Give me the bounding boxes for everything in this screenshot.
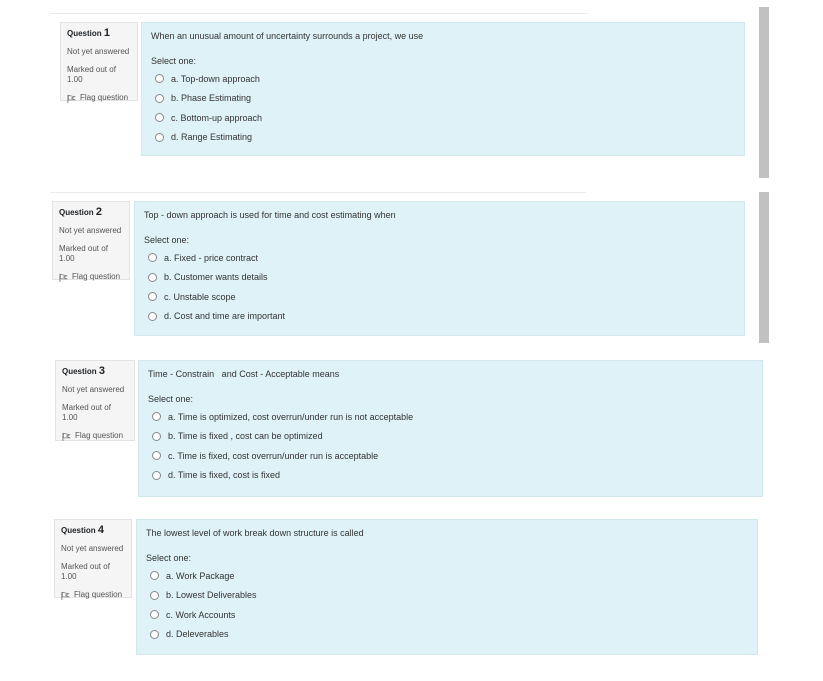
question-state: Not yet answered (67, 47, 130, 56)
question-grade: Marked out of 1.00 (61, 562, 110, 581)
flag-question-link[interactable] (62, 431, 128, 441)
answer-label: c. Time is fixed, cost overrun/under run is acceptable (168, 450, 379, 461)
answer-label: c. Unstable scope (164, 291, 236, 302)
question-content (136, 519, 758, 655)
flag-question-label: Flag question (75, 431, 124, 440)
answer-option-c[interactable] (146, 605, 748, 625)
radio-button-icon[interactable] (150, 610, 159, 619)
answer-option-c[interactable] (151, 108, 735, 128)
answer-label: c. Bottom-up approach (171, 112, 263, 123)
answer-option-d[interactable] (146, 625, 748, 645)
answer-label: b. Customer wants details (164, 272, 268, 283)
question-content (134, 201, 745, 336)
radio-button-icon[interactable] (152, 412, 161, 421)
answer-option-d[interactable] (148, 466, 753, 486)
answer-label: b. Time is fixed , cost can be optimized (168, 431, 323, 442)
flag-question-label: Flag question (80, 93, 129, 102)
question-info (55, 360, 135, 441)
flag-icon (62, 432, 71, 441)
question-label: Question (61, 526, 96, 535)
radio-button-icon[interactable] (150, 630, 159, 639)
answer-option-b[interactable] (151, 89, 735, 109)
answer-option-c[interactable] (148, 446, 753, 466)
answer-option-b[interactable] (144, 268, 735, 288)
answer-label: d. Cost and time are important (164, 311, 286, 322)
question-number (59, 207, 123, 218)
question-info (54, 519, 132, 598)
radio-button-icon[interactable] (155, 133, 164, 142)
scrollbar-thumb-upper[interactable] (759, 7, 769, 178)
answer-label: b. Phase Estimating (171, 93, 252, 104)
question-number (61, 525, 125, 536)
radio-button-icon[interactable] (152, 451, 161, 460)
radio-button-icon[interactable] (155, 113, 164, 122)
answer-label: c. Work Accounts (166, 609, 236, 620)
answer-option-a[interactable] (146, 566, 748, 586)
section-divider (50, 192, 586, 193)
question-state: Not yet answered (62, 385, 125, 394)
flag-question-link[interactable] (67, 93, 131, 103)
question-label: Question (62, 367, 97, 376)
answer-option-a[interactable] (148, 407, 753, 427)
question-label: Question (59, 208, 94, 217)
flag-question-label: Flag question (72, 272, 121, 281)
radio-button-icon[interactable] (155, 94, 164, 103)
answer-label: d. Deleverables (166, 629, 229, 640)
radio-button-icon[interactable] (155, 74, 164, 83)
answer-option-d[interactable] (144, 307, 735, 327)
question-number-value: 4 (97, 524, 105, 536)
answer-options (144, 248, 735, 326)
answer-options (146, 566, 748, 644)
answer-label: b. Lowest Deliverables (166, 590, 257, 601)
flag-icon (67, 94, 76, 103)
answer-option-a[interactable] (144, 248, 735, 268)
question-number (62, 366, 128, 377)
answer-label: d. Range Estimating (171, 132, 253, 143)
question-number-value: 2 (95, 206, 103, 218)
select-one-prompt: Select one: (144, 235, 190, 245)
question-state: Not yet answered (59, 226, 122, 235)
question-info (52, 201, 130, 280)
radio-button-icon[interactable] (150, 591, 159, 600)
answer-option-c[interactable] (144, 287, 735, 307)
radio-button-icon[interactable] (152, 432, 161, 441)
flag-icon (59, 273, 68, 282)
question-number-value: 1 (103, 27, 111, 39)
question-text: Top - down approach is used for time and cost estimating when (144, 210, 396, 220)
radio-button-icon[interactable] (152, 471, 161, 480)
answer-options (151, 69, 735, 147)
flag-question-link[interactable] (61, 590, 125, 600)
flag-question-link[interactable] (59, 272, 123, 282)
answer-label: a. Time is optimized, cost overrun/under run is not acceptable (168, 411, 414, 422)
select-one-prompt: Select one: (146, 553, 192, 563)
question-number-value: 3 (98, 365, 106, 377)
flag-icon (61, 591, 70, 600)
scrollbar-thumb-lower[interactable] (759, 192, 769, 343)
question-state: Not yet answered (61, 544, 124, 553)
top-divider (50, 0, 588, 14)
answer-options (148, 407, 753, 485)
answer-option-a[interactable] (151, 69, 735, 89)
question-label: Question (67, 29, 102, 38)
question-info (60, 22, 138, 101)
radio-button-icon[interactable] (148, 312, 157, 321)
radio-button-icon[interactable] (150, 571, 159, 580)
radio-button-icon[interactable] (148, 273, 157, 282)
answer-label: a. Work Package (166, 570, 235, 581)
question-grade: Marked out of 1.00 (67, 65, 116, 84)
question-content (141, 22, 745, 156)
radio-button-icon[interactable] (148, 292, 157, 301)
answer-label: a. Fixed - price contract (164, 252, 259, 263)
question-content (138, 360, 763, 497)
flag-question-label: Flag question (74, 590, 123, 599)
question-grade: Marked out of 1.00 (62, 403, 111, 422)
question-text: The lowest level of work break down structure is called (146, 528, 364, 538)
select-one-prompt: Select one: (148, 394, 194, 404)
answer-option-d[interactable] (151, 128, 735, 148)
question-grade: Marked out of 1.00 (59, 244, 108, 263)
question-number (67, 28, 131, 39)
answer-option-b[interactable] (146, 586, 748, 606)
answer-option-b[interactable] (148, 427, 753, 447)
select-one-prompt: Select one: (151, 56, 197, 66)
answer-label: d. Time is fixed, cost is fixed (168, 470, 281, 481)
question-text: Time - Constrain and Cost - Acceptable means (148, 369, 340, 379)
answer-label: a. Top-down approach (171, 73, 260, 84)
radio-button-icon[interactable] (148, 253, 157, 262)
question-text: When an unusual amount of uncertainty surrounds a project, we use (151, 31, 424, 41)
